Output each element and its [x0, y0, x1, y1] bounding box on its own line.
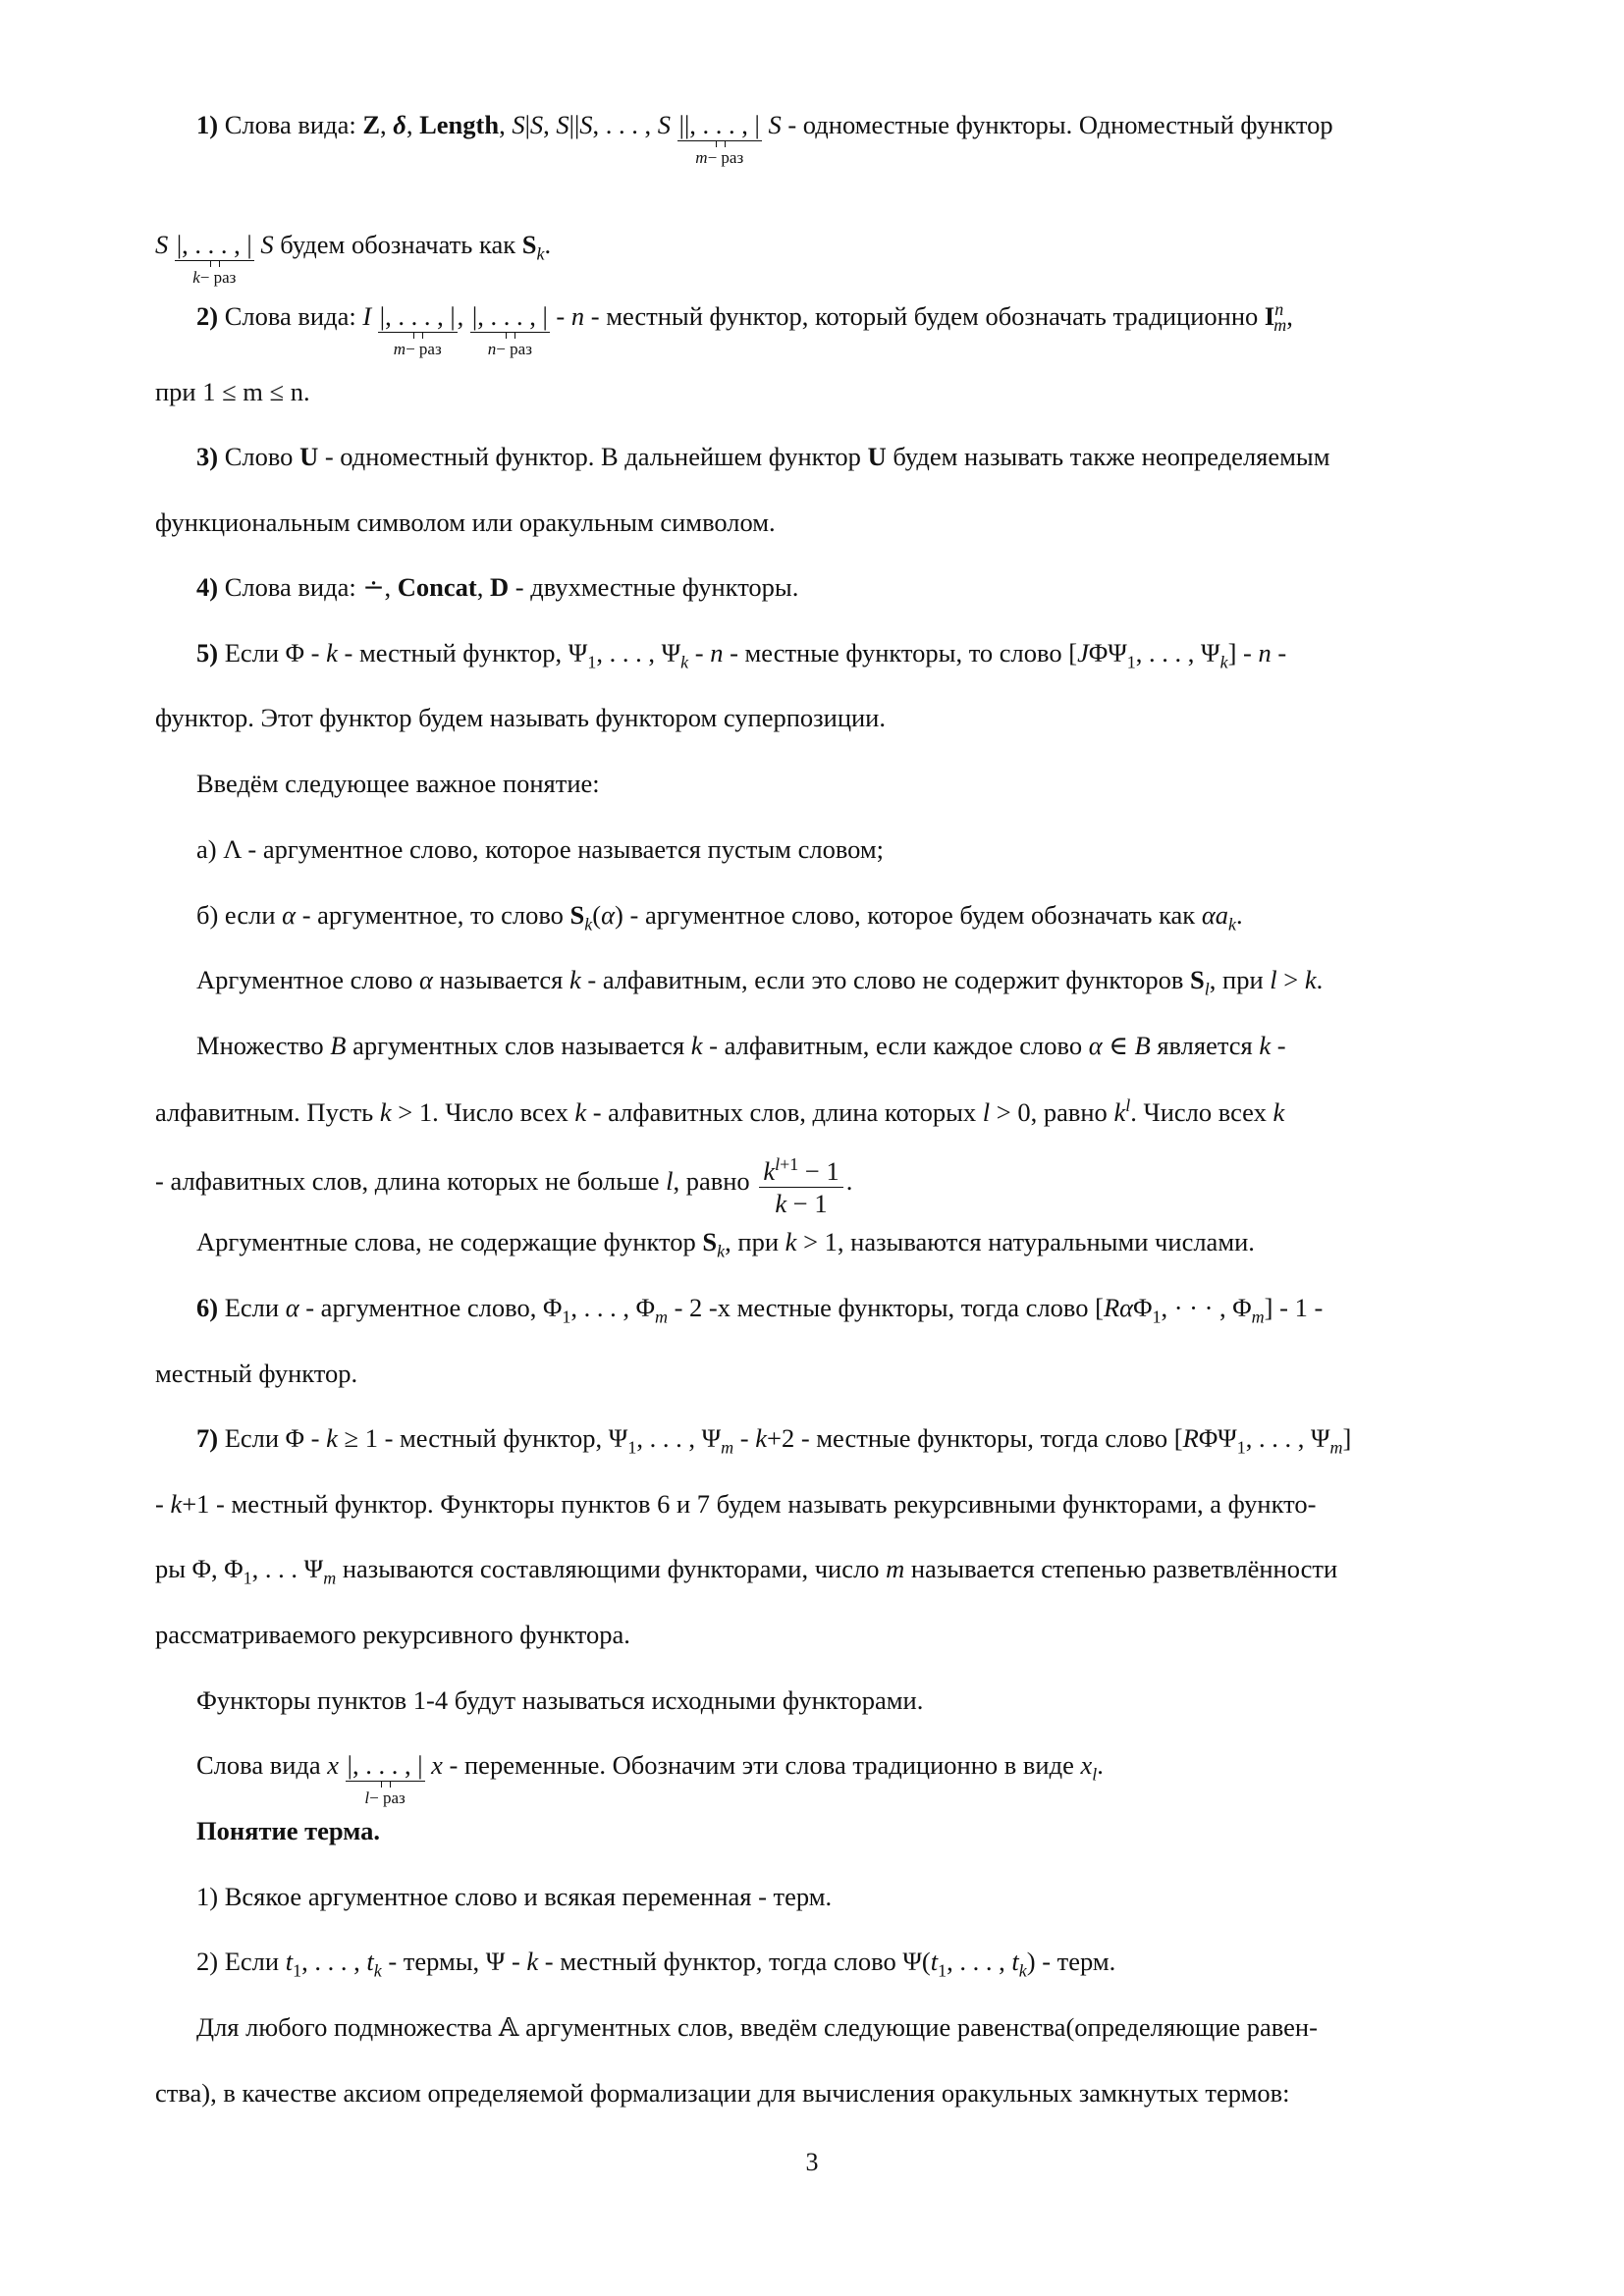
item-6-line-1: 6) Если α - аргументное слово, $\Phi_1$, . . . , $\Phi_m - 2$ -х местные функторы, тогда слово [RαΦ$_1$, · · · , $\Phi_m] - 1$ - — [196, 1293, 1324, 1327]
axioms-intro-line-1: Для любого подмножества 𝔸 аргументных слов, введём следующие равенства(определяющие равен- — [196, 2012, 1318, 2042]
definition-intro: Введём следующее важное понятие: — [196, 769, 600, 798]
item-7-line-3: ры Φ, $\Phi_1$, . . . $\Psi_m$ называются составляющими функторами, число m называется степенью разветвлённости — [155, 1554, 1338, 1588]
definition-a: а) Λ - аргументное слово, которое называется пустым словом; — [196, 834, 885, 864]
initial-functors: Функторы пунктов 1-4 будут называться исходными функторами. — [196, 1685, 924, 1715]
natural-numbers: Аргументные слова, не содержащие функтор $S_k$, при k > 1, называются натуральными числами. — [196, 1227, 1255, 1261]
item-1-line-2: S |, . . . , | k− раз S будем обозначать как $S_k$. — [155, 230, 552, 287]
term-heading: Понятие терма. — [196, 1816, 381, 1845]
item-7-line-4: рассматриваемого рекурсивного функтора. — [155, 1620, 630, 1649]
k-alphabetic-set-line-2: алфавитным. Пусть k > 1. Число всех k - алфавитных слов, длина которых l > 0, равно $k^l$. Число всех k — [155, 1095, 1285, 1127]
underbrace-m: ||, . . . , | m− раз — [678, 110, 760, 167]
item-3-line-2: функциональным символом или оракульным символом. — [155, 507, 776, 537]
term-rule-1: 1) Всякое аргументное слово и всякая переменная - терм. — [196, 1882, 833, 1911]
item-4: 4) Слова вида: ∸, Concat, D - двухместные функторы. — [196, 572, 799, 602]
item-5-line-2: функтор. Этот функтор будем называть функтором суперпозиции. — [155, 703, 886, 732]
item-6-line-2: местный функтор. — [155, 1359, 358, 1388]
fraction: $\frac{k^{l+1} - 1}{k - 1}$ — [759, 1148, 842, 1219]
item-7-line-2: - k+1 - местный функтор. Функторы пунктов 6 и 7 будем называть рекурсивными функторами, а функто- — [155, 1489, 1317, 1519]
definition-b: б) если α - аргументное, то слово $S_k(\alpha)$ - аргументное слово, которое будем обозначать как $\alpha a_k$. — [196, 900, 1243, 934]
underbrace-k: |, . . . , | k− раз — [176, 230, 252, 287]
term-rule-2: 2) Если $t_1$, . . . , $t_k$ - термы, Ψ - k - местный функтор, тогда слово $\Psi(t_1$, . . . , $t_k$) - терм. — [196, 1947, 1116, 1981]
item-5-line-1: 5) Если Φ - k - местный функтор, $\Psi_1$, . . . , $\Psi_k$ - n - местные функторы, то слово [$J\Phi\Psi_1$, . . . , $\Psi_k$] - n - — [196, 638, 1287, 672]
axioms-intro-line-2: ства), в качестве аксиом определяемой формализации для вычисления оракульных замкнутых термов: — [155, 2078, 1290, 2108]
underbrace-m2: |, . . . , | m− раз — [379, 300, 456, 358]
page-number: 3 — [805, 2148, 819, 2176]
k-alphabetic-set-line-1: Множество B аргументных слов называется k - алфавитным, если каждое слово α ∈ B является k - — [196, 1031, 1286, 1060]
variables: Слова вида x |, . . . , | l− раз x - переменные. Обозначим эти слова традиционно в виде $x_l$. — [196, 1750, 1104, 1807]
item-1-line-1: 1) Слова вида: Z, δ, Length, S|S, S||S, . . . , S ||, . . . , | m− раз S - одноместные функторы. Одноместный функтор — [196, 110, 1333, 167]
item-2-line-1: 2) Слова вида: I |, . . . , | m− раз , |, . . . , | n− раз - n - местный функтор, который будем обозначать традиционно $I^n_m$, — [196, 299, 1293, 358]
underbrace-n: |, . . . , | n− раз — [471, 300, 548, 358]
item-2-line-2: при 1 ≤ m ≤ n. — [155, 377, 310, 406]
underbrace-l: |, . . . , | l− раз — [347, 1750, 423, 1807]
item-7-line-1: 7) Если Φ - k ≥ 1 - местный функтор, $\Psi_1$, . . . , $\Psi_m - k+2$ - местные функторы, тогда слово [$R\Phi\Psi_1$, . . . , $\Psi_m$] — [196, 1423, 1352, 1458]
item-3-line-1: 3) Слово U - одноместный функтор. В дальнейшем функтор U будем называть также неопределяемым — [196, 442, 1330, 471]
k-alphabetic-word: Аргументное слово α называется k - алфавитным, если это слово не содержит функторов $S_l$, при l > k. — [196, 965, 1324, 999]
k-alphabetic-set-line-3: - алфавитных слов, длина которых не больше l, равно $\frac{k^{l+1} - 1}{k - 1}$ . — [155, 1148, 1477, 1219]
